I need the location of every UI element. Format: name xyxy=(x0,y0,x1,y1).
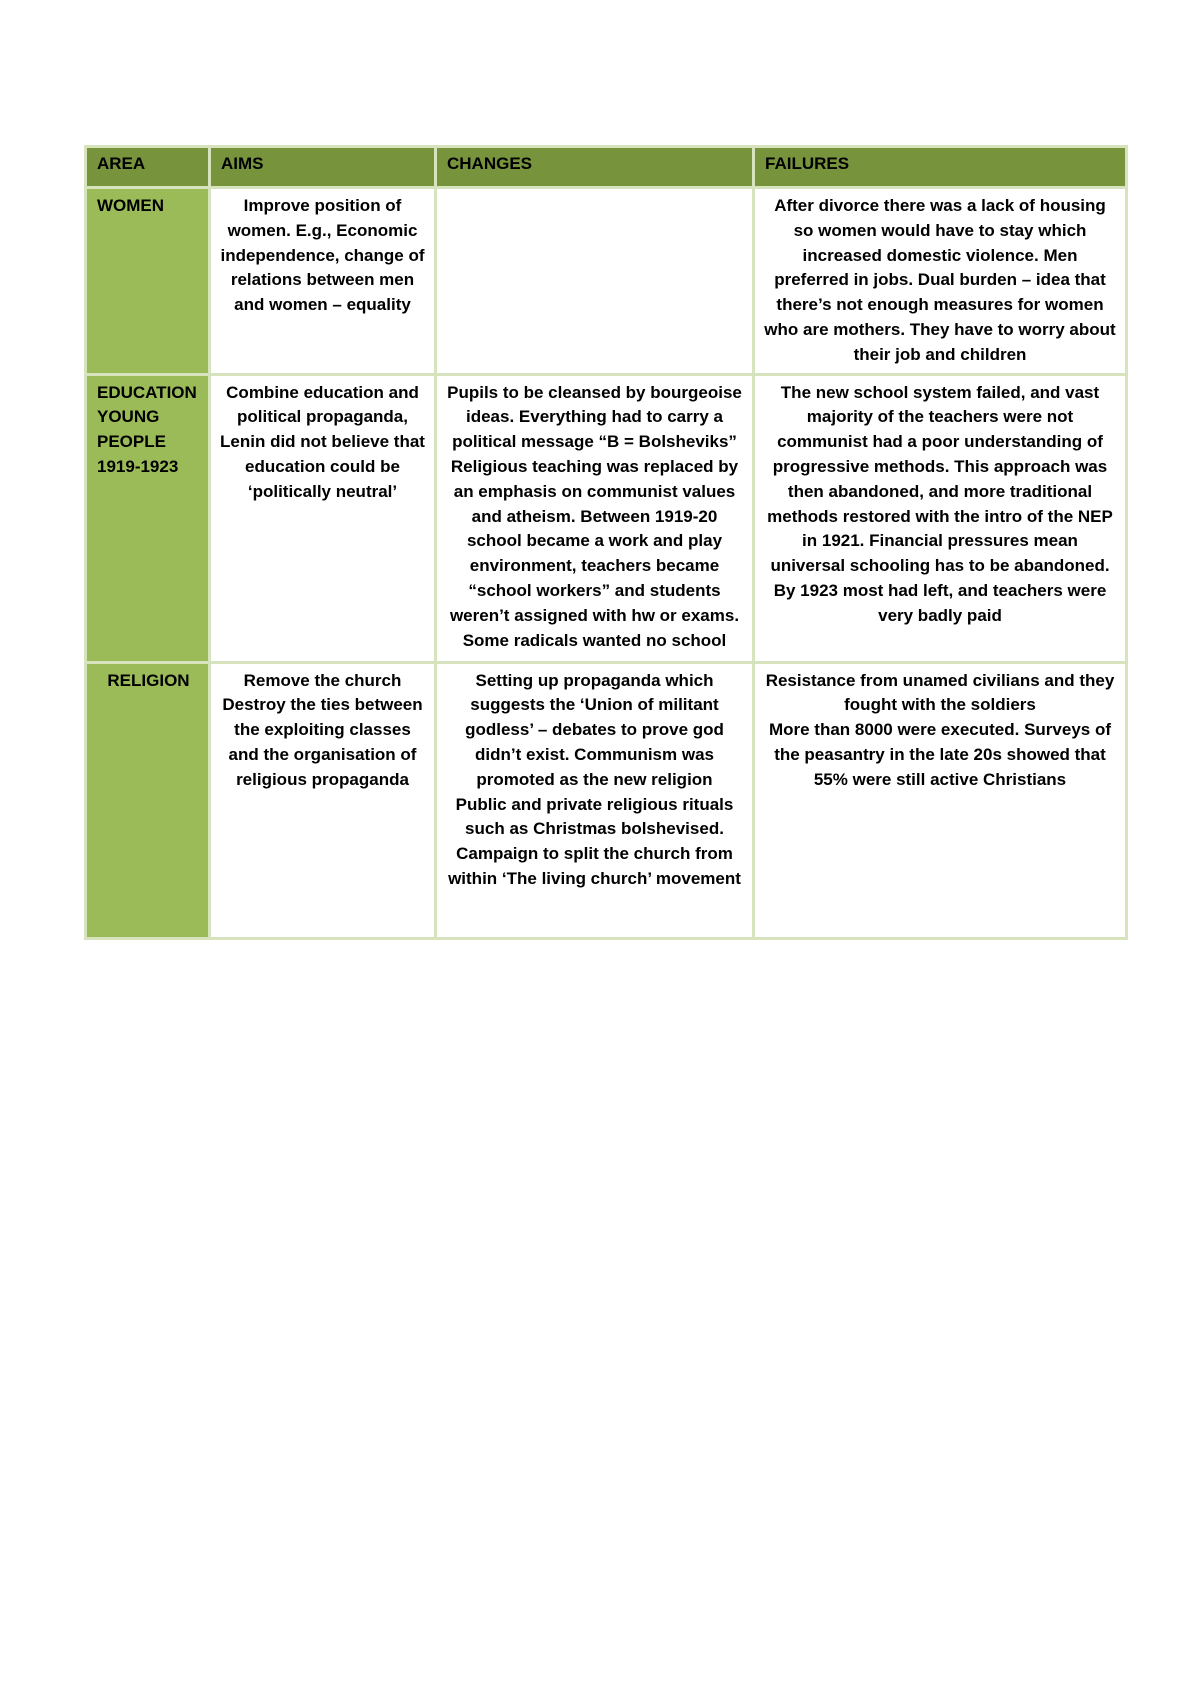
table-row-women xyxy=(86,188,1127,375)
aims-text: Improve position of women. E.g., Economic independence, change of relations between men and women – equality xyxy=(220,196,425,315)
aims-cell xyxy=(210,662,436,938)
area-text: RELIGION xyxy=(107,670,190,690)
header-row xyxy=(86,147,1127,188)
header-aims: AIMS xyxy=(210,147,436,188)
changes-cell xyxy=(436,374,754,662)
header-changes: CHANGES xyxy=(436,147,754,188)
header-failures: FAILURES xyxy=(754,147,1127,188)
aims-text: Remove the church Destroy the ties between the exploiting classes and the organisation of religious propaganda xyxy=(222,670,423,789)
changes-text: Pupils to be cleansed by bourgeoise ideas. Everything had to carry a political message “B = Bolsheviks” Religious teaching was replaced by an emphasis on communist values and atheism. Between 1919-20 school became a work and play environment, teachers became “school workers” and students weren’t assigned with hw or exams. Some radicals wanted no school xyxy=(447,382,742,650)
changes-text: Setting up propaganda which suggests the ‘Union of militant godless’ – debates to prove god didn’t exist. Communism was promoted as the new religion Public and private religious rituals such as Christmas bolshevised. Campaign to split the church from within ‘The living church’ movement xyxy=(448,670,741,888)
area-cell xyxy=(86,662,210,938)
table-row-education xyxy=(86,374,1127,662)
failures-cell xyxy=(754,662,1127,938)
aims-cell xyxy=(210,188,436,375)
aims-cell xyxy=(210,374,436,662)
area-text: WOMEN xyxy=(97,196,165,215)
failures-cell xyxy=(754,188,1127,375)
header-area: AREA xyxy=(86,147,210,188)
summary-table xyxy=(84,145,1128,940)
failures-cell xyxy=(754,374,1127,662)
failures-text: After divorce there was a lack of housing so women would have to stay which increased domestic violence. Men preferred in jobs. Dual burden – idea that there’s not enough measures for women who are mothers. They have to worry about their job and children xyxy=(764,196,1116,364)
table-row-religion xyxy=(86,662,1127,938)
changes-cell xyxy=(436,662,754,938)
area-cell xyxy=(86,188,210,375)
changes-cell xyxy=(436,188,754,375)
failures-text: Resistance from unamed civilians and they fought with the soldiers More than 8000 were executed. Surveys of the peasantry in the late 20s showed that 55% were still active Christians xyxy=(765,670,1115,789)
area-text: EDUCATION YOUNG PEOPLE 1919-1923 xyxy=(97,382,197,476)
area-cell xyxy=(86,374,210,662)
failures-text: The new school system failed, and vast majority of the teachers were not communist had a poor understanding of progressive methods. This approach was then abandoned, and more traditional methods restored with the intro of the NEP in 1921. Financial pressures mean universal schooling has to be abandoned. By 1923 most had left, and teachers were very badly paid xyxy=(767,382,1113,625)
aims-text: Combine education and political propaganda, Lenin did not believe that education could be ‘politically neutral’ xyxy=(220,382,425,501)
